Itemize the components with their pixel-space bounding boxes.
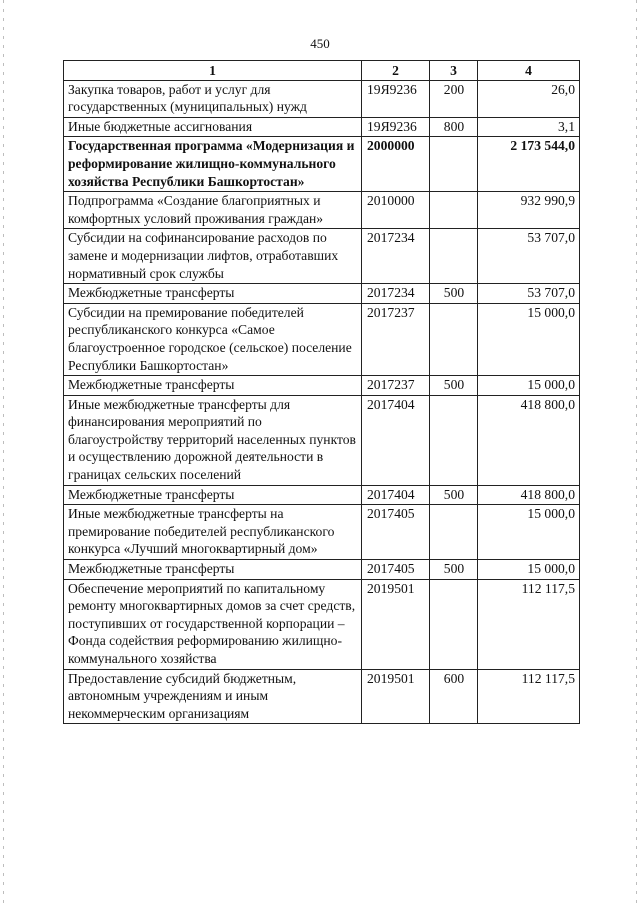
row-name: Закупка товаров, работ и услуг для государственных (муниципальных) нужд	[64, 80, 362, 117]
table-row	[64, 117, 580, 137]
row-amount: 418 800,0	[478, 395, 580, 485]
row-amount: 15 000,0	[478, 505, 580, 560]
table-row	[64, 137, 580, 192]
row-expense-type: 500	[430, 284, 478, 304]
row-name: Государственная программа «Модернизация и реформирование жилищно-коммунального хозяйства Республики Башкортостан»	[64, 137, 362, 192]
row-expense-type	[430, 192, 478, 229]
table-header-row	[64, 61, 580, 81]
row-expense-type	[430, 137, 478, 192]
row-name: Предоставление субсидий бюджетным, автономным учреждениям и иным некоммерческим организациям	[64, 669, 362, 724]
row-name: Иные межбюджетные трансферты для финансирования мероприятий по благоустройству территорий населенных пунктов и осуществлению дорожной деятельности в границах сельских поселений	[64, 395, 362, 485]
row-expense-type: 800	[430, 117, 478, 137]
right-edge-mark	[636, 0, 637, 905]
row-amount: 2 173 544,0	[478, 137, 580, 192]
header-col-1: 1	[64, 61, 362, 81]
left-edge-mark	[3, 0, 4, 905]
row-code: 2019501	[362, 579, 430, 669]
header-col-2: 2	[362, 61, 430, 81]
table-row	[64, 579, 580, 669]
row-code: 2017404	[362, 485, 430, 505]
row-expense-type	[430, 303, 478, 375]
table-row	[64, 485, 580, 505]
table-row	[64, 376, 580, 396]
row-amount: 53 707,0	[478, 284, 580, 304]
table-row	[64, 669, 580, 724]
row-amount: 15 000,0	[478, 560, 580, 580]
table-row	[64, 395, 580, 485]
row-expense-type: 500	[430, 376, 478, 396]
row-expense-type: 200	[430, 80, 478, 117]
row-name: Иные межбюджетные трансферты на премирование победителей республиканского конкурса «Лучший многоквартирный дом»	[64, 505, 362, 560]
row-code: 19Я9236	[362, 80, 430, 117]
row-amount: 932 990,9	[478, 192, 580, 229]
table-row	[64, 229, 580, 284]
row-expense-type: 500	[430, 560, 478, 580]
table-row	[64, 192, 580, 229]
row-amount: 418 800,0	[478, 485, 580, 505]
row-name: Межбюджетные трансферты	[64, 560, 362, 580]
row-code: 2017237	[362, 376, 430, 396]
row-expense-type	[430, 505, 478, 560]
row-amount: 53 707,0	[478, 229, 580, 284]
header-col-3: 3	[430, 61, 478, 81]
row-code: 19Я9236	[362, 117, 430, 137]
table-row	[64, 560, 580, 580]
row-name: Субсидии на премирование победителей республиканского конкурса «Самое благоустроенное городское (сельское) поселение Республики Башкортостан»	[64, 303, 362, 375]
row-amount: 15 000,0	[478, 303, 580, 375]
row-amount: 3,1	[478, 117, 580, 137]
row-code: 2017405	[362, 505, 430, 560]
row-code: 2017405	[362, 560, 430, 580]
row-amount: 112 117,5	[478, 579, 580, 669]
row-name: Иные бюджетные ассигнования	[64, 117, 362, 137]
row-expense-type	[430, 579, 478, 669]
header-col-4: 4	[478, 61, 580, 81]
row-code: 2017234	[362, 229, 430, 284]
row-amount: 15 000,0	[478, 376, 580, 396]
row-code: 2000000	[362, 137, 430, 192]
row-code: 2017237	[362, 303, 430, 375]
row-name: Межбюджетные трансферты	[64, 376, 362, 396]
row-name: Межбюджетные трансферты	[64, 485, 362, 505]
row-code: 2010000	[362, 192, 430, 229]
row-amount: 26,0	[478, 80, 580, 117]
row-amount: 112 117,5	[478, 669, 580, 724]
row-name: Межбюджетные трансферты	[64, 284, 362, 304]
row-expense-type: 500	[430, 485, 478, 505]
row-name: Подпрограмма «Создание благоприятных и комфортных условий проживания граждан»	[64, 192, 362, 229]
row-expense-type: 600	[430, 669, 478, 724]
row-name: Обеспечение мероприятий по капитальному ремонту многоквартирных домов за счет средств, поступивших от государственной корпорации – Фонда содействия реформированию жилищно-коммунального хозяйства	[64, 579, 362, 669]
table-row	[64, 505, 580, 560]
row-name: Субсидии на софинансирование расходов по замене и модернизации лифтов, отработавших нормативный срок службы	[64, 229, 362, 284]
table-row	[64, 303, 580, 375]
row-code: 2019501	[362, 669, 430, 724]
table-row	[64, 80, 580, 117]
row-code: 2017234	[362, 284, 430, 304]
row-code: 2017404	[362, 395, 430, 485]
row-expense-type	[430, 229, 478, 284]
row-expense-type	[430, 395, 478, 485]
page-number: 450	[310, 36, 330, 51]
table-row	[64, 284, 580, 304]
budget-table	[63, 60, 580, 724]
